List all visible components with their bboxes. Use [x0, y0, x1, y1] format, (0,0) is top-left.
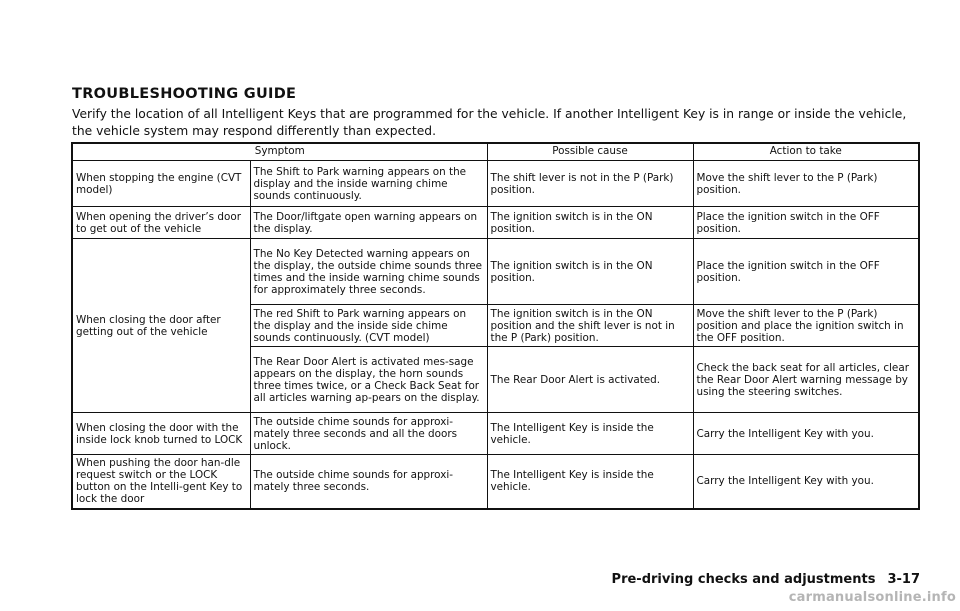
- symptom-detail-cell: The outside chime sounds for approxi-mately three seconds and all the doors unlock.: [250, 413, 487, 455]
- table-row: [72, 239, 919, 305]
- symptom-cell: When closing the door with the inside lock knob turned to LOCK: [72, 413, 250, 455]
- table-header-row: [72, 143, 919, 161]
- symptom-detail-cell: The Rear Door Alert is activated mes-sage appears on the display, the horn sounds three times twice, or a Check Back Seat for all articles warning ap-pears on the display.: [250, 347, 487, 413]
- possible-cause-cell: The Intelligent Key is inside the vehicle.: [487, 455, 693, 509]
- action-cell: Carry the Intelligent Key with you.: [693, 413, 919, 455]
- symptom-cell: When stopping the engine (CVT model): [72, 161, 250, 207]
- possible-cause-cell: The ignition switch is in the ON position.: [487, 207, 693, 239]
- possible-cause-cell: The Rear Door Alert is activated.: [487, 347, 693, 413]
- possible-cause-cell: The ignition switch is in the ON position and the shift lever is not in the P (Park) position.: [487, 305, 693, 347]
- action-cell: Place the ignition switch in the OFF position.: [693, 207, 919, 239]
- action-cell: Carry the Intelligent Key with you.: [693, 455, 919, 509]
- header-possible-cause: Possible cause: [487, 143, 693, 161]
- symptom-cell: When opening the driver’s door to get out of the vehicle: [72, 207, 250, 239]
- symptom-detail-cell: The Shift to Park warning appears on the display and the inside warning chime sounds continuously.: [250, 161, 487, 207]
- intro-paragraph: Verify the location of all Intelligent Keys that are programmed for the vehicle. If another Intelligent Key is in range or inside the vehicle, the vehicle system may respond differently than expected.: [72, 107, 907, 138]
- possible-cause-cell: The shift lever is not in the P (Park) position.: [487, 161, 693, 207]
- symptom-detail-cell: The No Key Detected warning appears on the display, the outside chime sounds three times and the inside warning chime sounds for approximately three seconds.: [250, 239, 487, 305]
- page-footer: [612, 572, 920, 587]
- action-cell: Check the back seat for all articles, clear the Rear Door Alert warning message by using the steering switches.: [693, 347, 919, 413]
- troubleshooting-table: [71, 142, 920, 510]
- action-cell: Move the shift lever to the P (Park) position and place the ignition switch in the OFF position.: [693, 305, 919, 347]
- table-row: [72, 161, 919, 207]
- symptom-detail-cell: The outside chime sounds for approxi-mately three seconds.: [250, 455, 487, 509]
- action-cell: Move the shift lever to the P (Park) position.: [693, 161, 919, 207]
- symptom-cell: When closing the door after getting out of the vehicle: [72, 239, 250, 413]
- table-row: [72, 455, 919, 509]
- watermark: carmanualsonline.info: [788, 590, 956, 605]
- symptom-detail-cell: The Door/liftgate open warning appears on the display.: [250, 207, 487, 239]
- symptom-cell: When pushing the door han-dle request switch or the LOCK button on the Intelli-gent Key to lock the door: [72, 455, 250, 509]
- footer-section-title: Pre-driving checks and adjustments: [611, 572, 876, 587]
- table-row: [72, 413, 919, 455]
- symptom-detail-cell: The red Shift to Park warning appears on the display and the inside side chime sounds continuously. (CVT model): [250, 305, 487, 347]
- possible-cause-cell: The Intelligent Key is inside the vehicle.: [487, 413, 693, 455]
- section-title: TROUBLESHOOTING GUIDE: [72, 86, 297, 102]
- table-row: [72, 207, 919, 239]
- header-symptom: Symptom: [72, 143, 487, 161]
- action-cell: Place the ignition switch in the OFF position.: [693, 239, 919, 305]
- possible-cause-cell: The ignition switch is in the ON position.: [487, 239, 693, 305]
- page-number: 3-17: [887, 572, 920, 587]
- header-action: Action to take: [693, 143, 919, 161]
